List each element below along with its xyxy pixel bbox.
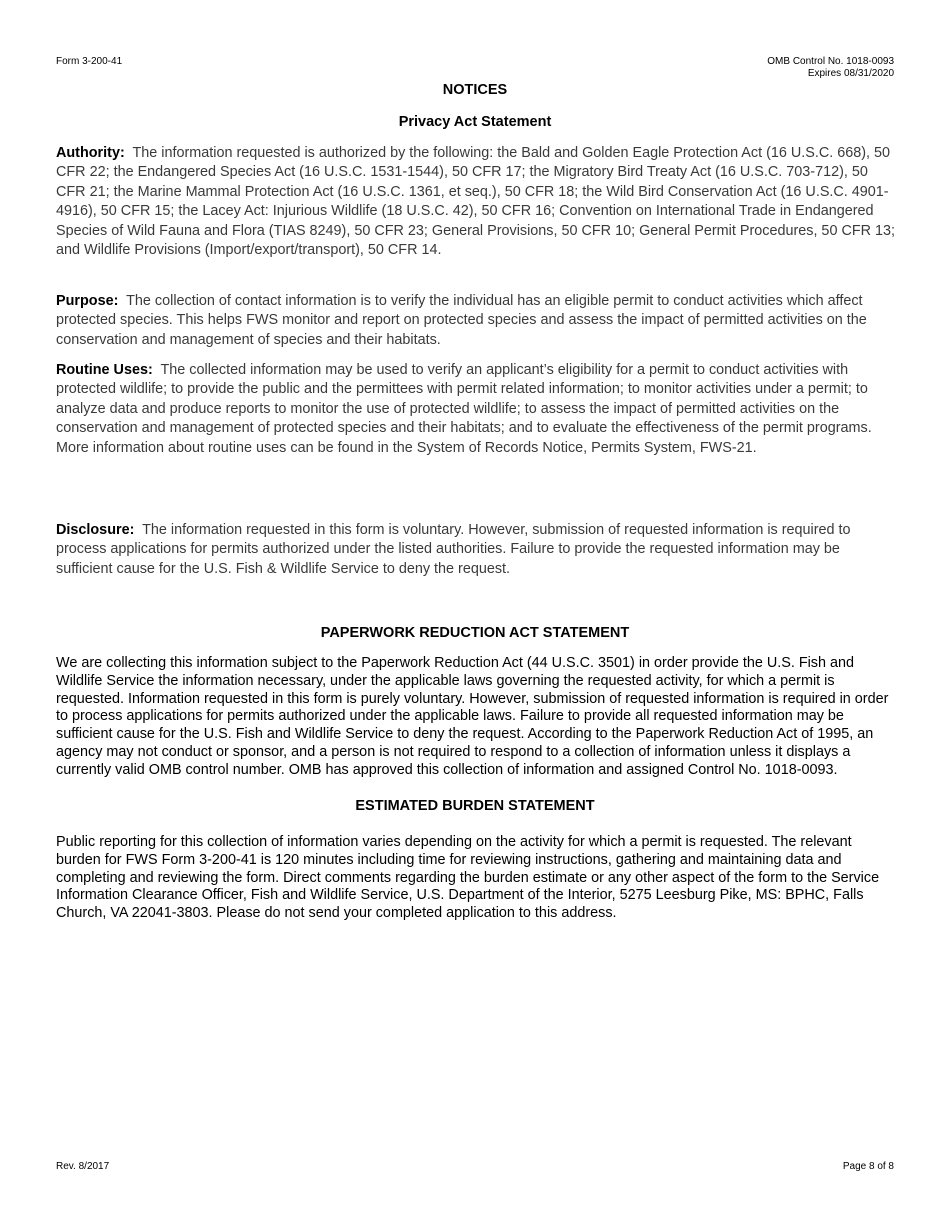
privacy-act-title: Privacy Act Statement [398, 114, 552, 130]
authority-text: The information requested is authorized by the following: the Bald and Golden Eagle Protection Act (16 U.S.C. 668), 50 CFR 22; the Endangered Species Act (16 U.S.C. 1531-1544), 50 CFR 17; the Migratory Bird Treaty Act (16 U.S.C. 703-712), 50 CFR 21; the Marine Mammal Protection Act (16 U.S.C. 1361, et seq.), 50 CFR 18; the Wild Bird Conservation Act (16 U.S.C. 4901-4916), 50 CFR 15; the Lacey Act: Injurious Wildlife (18 U.S.C. 42), 50 CFR 16; Convention on International Trade in Endangered Species of Wild Fauna and Flora (TIAS 8249), 50 CFR 23; General Provisions, 50 CFR 10; General Permit Procedures, 50 CFR 13; and Wildlife Provisions (Import/export/transport), 50 CFR 14. [56, 145, 896, 259]
purpose-label: Purpose: [56, 293, 119, 309]
disclosure-paragraph [56, 521, 896, 579]
purpose-paragraph [56, 292, 896, 350]
authority-label: Authority: [56, 145, 125, 161]
burden-statement-text: Public reporting for this collection of information varies depending on the activity for which a permit is requested. The relevant burden for FWS Form 3-200-41 is 120 minutes including time for reviewing instructions, gathering and maintaining data and completing and reviewing the form. Direct comments regarding the burden estimate or any other aspect of the form to the Service Information Clearance Officer, Fish and Wildlife Service, U.S. Department of the Interior, 5275 Leesburg Pike, MS: BPHC, Falls Church, VA 22041-3803. Please do not send your completed application to this address. [56, 834, 880, 922]
expiration-date: Expires 08/31/2020 [807, 68, 894, 79]
routine-uses-paragraph [56, 361, 896, 458]
burden-statement-title: ESTIMATED BURDEN STATEMENT [355, 798, 595, 814]
page-number: Page 8 of 8 [842, 1161, 894, 1172]
notices-title: NOTICES [442, 82, 508, 98]
paperwork-reduction-text: We are collecting this information subject to the Paperwork Reduction Act (44 U.S.C. 3501) in order provide the U.S. Fish and Wildlife Service the information necessary, under the applicable laws governing the requested activity, for which a permit is requested. Information requested in this form is purely voluntary. However, submission of requested information is required in order to process applications for permits authorized under the applicable laws. Failure to provide all requested information may be sufficient cause for the U.S. Fish and Wildlife Service to deny the request. According to the Paperwork Reduction Act of 1995, an agency may not conduct or sponsor, and a person is not required to respond to a collection of information unless it displays a currently valid OMB control number. OMB has approved this collection of information and assigned Control No. 1018-0093. [56, 655, 889, 778]
purpose-text: The collection of contact information is to verify the individual has an eligible permit to conduct activities which affect protected species. This helps FWS monitor and report on protected species and assess the impact of permitted activities on the conservation and management of species and their habitats. [56, 293, 867, 348]
paperwork-reduction-title: PAPERWORK REDUCTION ACT STATEMENT [320, 625, 630, 641]
routine-uses-text: The collected information may be used to verify an applicant’s eligibility for a permit to conduct activities with protected wildlife; to provide the public and the permittees with permit related information; to monitor activities under a permit; to analyze data and produce reports to monitor the use of protected wildlife; to assess the impact of permitted activities on the conservation and management of protected species and their habitats; and to evaluate the effectiveness of the permit programs. More information about routine uses can be found in the System of Records Notice, Permits System, FWS-21. [56, 362, 872, 456]
revision-date: Rev. 8/2017 [56, 1161, 110, 1172]
authority-paragraph [56, 144, 896, 260]
omb-block [767, 56, 894, 80]
omb-control-number: OMB Control No. 1018-0093 [767, 56, 894, 67]
form-number: Form 3-200-41 [56, 56, 123, 67]
disclosure-label: Disclosure: [56, 522, 135, 538]
disclosure-text: The information requested in this form is voluntary. However, submission of requested information is required to process applications for permits authorized under the listed authorities. Failure to provide the requested information may be sufficient cause for the U.S. Fish & Wildlife Service to deny the request. [56, 522, 851, 577]
routine-uses-label: Routine Uses: [56, 362, 153, 378]
